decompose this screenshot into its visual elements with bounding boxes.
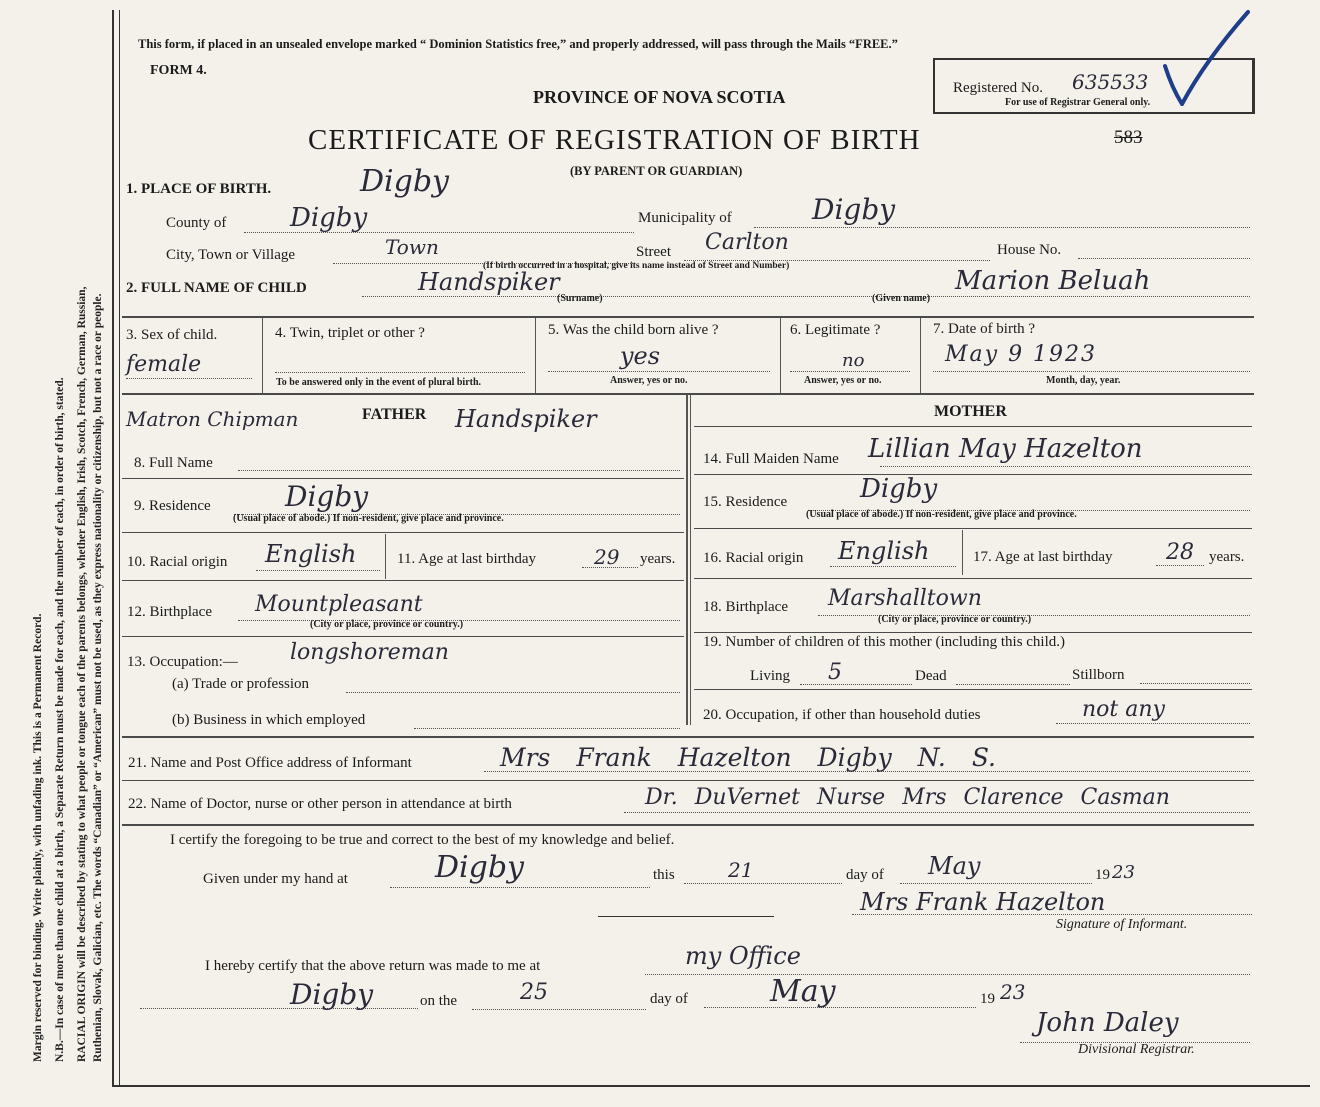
father-race-value: English bbox=[265, 540, 357, 568]
binding-line-outer bbox=[112, 10, 114, 1085]
mother-age-value: 28 bbox=[1166, 540, 1194, 565]
mother-occupation-value: not any bbox=[1082, 697, 1165, 722]
mail-notice: This form, if placed in an unsealed envelope marked “ Dominion Statistics free,” and properly addressed, will pass through the Mails “FREE.” bbox=[138, 37, 898, 51]
father-residence-note: (Usual place of abode.) If non-resident, give place and province. bbox=[233, 513, 504, 524]
mother-residence-note: (Usual place of abode.) If non-resident, give place and province. bbox=[806, 509, 1077, 520]
mother-age-label: 17. Age at last birthday bbox=[973, 549, 1113, 565]
father-race-label: 10. Racial origin bbox=[127, 554, 228, 570]
place-of-birth-value: Digby bbox=[360, 164, 450, 199]
legitimate-note: Answer, yes or no. bbox=[804, 375, 882, 386]
given-name-caption: (Given name) bbox=[872, 293, 931, 304]
twin-note: To be answered only in the event of plural birth. bbox=[276, 377, 482, 388]
municipality-label: Municipality of bbox=[638, 210, 732, 226]
check-mark bbox=[1160, 6, 1255, 106]
this-label: this bbox=[653, 867, 675, 883]
child-surname: Handspiker bbox=[418, 268, 560, 296]
certify-month-value: May bbox=[928, 852, 981, 880]
dob-note: Month, day, year. bbox=[1046, 375, 1121, 386]
twin-label: 4. Twin, triplet or other ? bbox=[275, 325, 425, 341]
street-value: Carlton bbox=[705, 230, 789, 255]
living-value: 5 bbox=[828, 660, 842, 685]
child-given-name: Marion Beluah bbox=[955, 266, 1151, 296]
father-birthplace-value: Mountpleasant bbox=[255, 592, 423, 617]
mother-occupation-label: 20. Occupation, if other than household duties bbox=[703, 707, 981, 723]
informant-value: Mrs Frank Hazelton Digby N. S. bbox=[500, 743, 997, 772]
father-birthplace-note: (City or place, province or country.) bbox=[310, 619, 464, 630]
county-value: Digby bbox=[290, 203, 368, 233]
father-heading: FATHER bbox=[362, 406, 427, 423]
mother-years: years. bbox=[1209, 549, 1245, 565]
certify-year-value: 23 bbox=[1112, 862, 1135, 883]
street-label: Street bbox=[636, 244, 671, 260]
registrar-signature: John Daley bbox=[1036, 1008, 1179, 1038]
dob-label: 7. Date of birth ? bbox=[933, 321, 1036, 337]
registered-label: Registered No. bbox=[953, 80, 1043, 96]
mother-birthplace-note: (City or place, province or country.) bbox=[878, 614, 1032, 625]
born-alive-note: Answer, yes or no. bbox=[610, 375, 688, 386]
registrar-year-prefix: 19 bbox=[980, 991, 995, 1007]
father-age-label: 11. Age at last birthday bbox=[397, 551, 536, 567]
mother-race-value: English bbox=[838, 537, 930, 565]
registrar-place-value: Digby bbox=[290, 978, 374, 1011]
city-value: Town bbox=[385, 235, 439, 259]
place-of-birth-label: 1. PLACE OF BIRTH. bbox=[126, 181, 272, 197]
father-birthplace-label: 12. Birthplace bbox=[127, 604, 212, 620]
registrar-month-value: May bbox=[770, 974, 836, 1009]
bottom-border bbox=[112, 1085, 1310, 1087]
sex-label: 3. Sex of child. bbox=[126, 327, 218, 343]
dob-value: May 9 1923 bbox=[945, 342, 1098, 367]
hospital-note: (If birth occurred in a hospital, give its name instead of Street and Number) bbox=[483, 261, 790, 271]
registrar-text: I hereby certify that the above return was made to me at bbox=[205, 958, 541, 974]
page-title: CERTIFICATE OF REGISTRATION OF BIRTH bbox=[308, 124, 921, 156]
certify-day-value: 21 bbox=[728, 858, 754, 882]
registrar-day-value: 25 bbox=[520, 980, 548, 1005]
mother-race-label: 16. Racial origin bbox=[703, 550, 804, 566]
mother-children-label: 19. Number of children of this mother (including this child.) bbox=[703, 634, 1066, 650]
registrar-signature-caption: Divisional Registrar. bbox=[1078, 1042, 1195, 1057]
father-extra-note: Matron Chipman bbox=[126, 407, 299, 431]
house-number-label: House No. bbox=[997, 242, 1062, 258]
born-alive-label: 5. Was the child born alive ? bbox=[548, 322, 719, 338]
father-name-label: 8. Full Name bbox=[134, 455, 213, 471]
mother-birthplace-label: 18. Birthplace bbox=[703, 599, 788, 615]
surname-caption: (Surname) bbox=[557, 293, 603, 304]
certify-year-prefix: 19 bbox=[1095, 867, 1110, 883]
on-the-label: on the bbox=[420, 993, 458, 1009]
margin-note-3: RACIAL ORIGIN will be described by stating to what people or tongue each of the parents belongs, whether English, Irish, Scotch, French, German, Russian, bbox=[76, 286, 88, 1062]
sex-value: female bbox=[126, 352, 202, 377]
registrar-general-note: For use of Registrar General only. bbox=[1005, 97, 1151, 108]
dead-label: Dead bbox=[915, 668, 947, 684]
registrar-office-value: my Office bbox=[685, 942, 801, 970]
legitimate-label: 6. Legitimate ? bbox=[790, 322, 881, 338]
registrar-day-of-label: day of bbox=[650, 991, 688, 1007]
mother-birthplace-value: Marshalltown bbox=[828, 586, 982, 611]
given-under-label: Given under my hand at bbox=[203, 871, 348, 887]
doctor-value: Dr. DuVernet Nurse Mrs Clarence Casman bbox=[645, 785, 1170, 810]
form-number: FORM 4. bbox=[150, 63, 207, 78]
father-trade-label: (a) Trade or profession bbox=[172, 676, 310, 692]
born-alive-value: yes bbox=[620, 342, 661, 370]
certify-day-of-label: day of bbox=[846, 867, 884, 883]
given-place-value: Digby bbox=[435, 850, 525, 885]
mother-maiden-label: 14. Full Maiden Name bbox=[703, 451, 839, 467]
city-label: City, Town or Village bbox=[166, 247, 296, 263]
page-subtitle: (BY PARENT OR GUARDIAN) bbox=[570, 164, 743, 178]
binding-line-inner bbox=[119, 10, 120, 1085]
father-surname: Handspiker bbox=[455, 405, 597, 433]
father-age-value: 29 bbox=[594, 545, 620, 569]
informant-label: 21. Name and Post Office address of Informant bbox=[128, 755, 412, 771]
margin-note-1: Margin reserved for binding. Write plainly, with unfading ink. This is a Permanent Record. bbox=[32, 613, 44, 1062]
mother-heading: MOTHER bbox=[934, 403, 1007, 420]
father-residence-label: 9. Residence bbox=[134, 498, 211, 514]
father-occupation-label: 13. Occupation:— bbox=[127, 654, 238, 670]
informant-signature-caption: Signature of Informant. bbox=[1056, 917, 1188, 932]
municipality-value: Digby bbox=[812, 193, 896, 226]
mother-residence-label: 15. Residence bbox=[703, 494, 788, 510]
registered-number: 635533 bbox=[1072, 70, 1149, 94]
father-years: years. bbox=[640, 551, 676, 567]
informant-signature: Mrs Frank Hazelton bbox=[860, 888, 1106, 916]
father-occupation-value: longshoreman bbox=[290, 640, 449, 665]
stamp-mark: 583 bbox=[1114, 127, 1143, 148]
legitimate-value: no bbox=[842, 350, 865, 371]
father-business-label: (b) Business in which employed bbox=[172, 712, 366, 728]
father-residence-value: Digby bbox=[285, 480, 369, 513]
province-heading: PROVINCE OF NOVA SCOTIA bbox=[533, 87, 786, 107]
mother-residence-value: Digby bbox=[860, 474, 938, 504]
margin-note-2: N.B.—In case of more than one child at a birth, a Separate Return must be made for each, and the number of each, in order of birth, stated. bbox=[54, 377, 66, 1062]
registrar-year-value: 23 bbox=[1000, 980, 1026, 1004]
child-name-label: 2. FULL NAME OF CHILD bbox=[126, 280, 307, 296]
doctor-label: 22. Name of Doctor, nurse or other person in attendance at birth bbox=[128, 796, 512, 812]
mother-maiden-value: Lillian May Hazelton bbox=[868, 434, 1143, 464]
stillborn-label: Stillborn bbox=[1072, 667, 1125, 683]
margin-note-4: Ruthenian, Slovak, Galician, etc. The words “Canadian” or “American” must not be used, as they express nationality or citizenship, but not a race or people. bbox=[92, 293, 104, 1062]
certify-text: I certify the foregoing to be true and correct to the best of my knowledge and belief. bbox=[170, 832, 675, 848]
county-label: County of bbox=[166, 215, 227, 231]
living-label: Living bbox=[750, 668, 790, 684]
